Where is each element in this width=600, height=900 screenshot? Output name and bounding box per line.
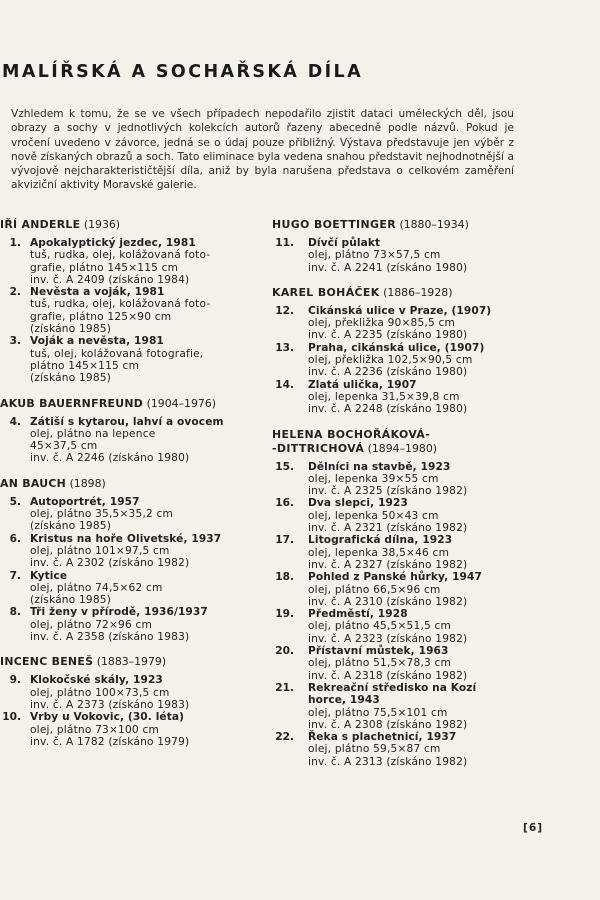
work-detail: inv. č. A 2358 (získáno 1983) (30, 631, 190, 644)
artist-name: AKUB BAUERNFREUND (0, 396, 144, 410)
page-number: [6] (523, 822, 544, 834)
work-number: 5. (9, 495, 21, 508)
work-detail: olej, lepenka 38,5×46 cm (308, 546, 450, 559)
work-entry (272, 342, 500, 379)
work-entry (0, 496, 262, 533)
work-title: Autoportrét, 1957 (30, 495, 140, 508)
work-title: Dělníci na stavbě, 1923 (308, 460, 451, 473)
work-entry (272, 608, 500, 645)
works-list (0, 237, 262, 385)
artist-name: INCENC BENEŠ (0, 655, 94, 669)
work-entry (0, 237, 262, 286)
work-detail: inv. č. A 2308 (získáno 1982) (308, 718, 468, 731)
work-entry (272, 534, 500, 571)
work-detail: 45×37,5 cm (30, 440, 98, 453)
work-number: 12. (275, 304, 294, 317)
work-detail: grafie, plátno 125×90 cm (30, 310, 172, 323)
work-entry (0, 533, 262, 570)
work-detail: olej, plátno 75,5×101 cm (308, 706, 448, 719)
artist-heading (272, 286, 500, 300)
artist-name: AN BAUCH (0, 476, 67, 490)
work-detail: olej, plátno 73×100 cm (30, 723, 159, 736)
work-detail: olej, překližka 90×85,5 cm (308, 317, 456, 330)
work-detail: tuš, rudka, olej, kolážovaná foto- (30, 249, 211, 262)
work-title: Dva slepci, 1923 (308, 497, 408, 510)
works-list (0, 496, 262, 644)
work-detail: (získáno 1985) (30, 323, 112, 336)
work-detail: olej, plátno 73×57,5 cm (308, 249, 441, 262)
work-detail: olej, plátno 101×97,5 cm (30, 544, 170, 557)
artist-heading (0, 655, 262, 669)
work-entry (272, 237, 500, 274)
work-title: Zátiší s kytarou, lahví a ovocem (30, 415, 224, 428)
work-entry (0, 570, 262, 607)
artist-section (272, 286, 500, 416)
work-detail: inv. č. A 2321 (získáno 1982) (308, 522, 468, 535)
work-number: 1. (9, 237, 21, 249)
artist-dates: (1936) (83, 218, 121, 231)
work-entry (0, 286, 262, 335)
work-entry (0, 416, 262, 465)
work-detail: olej, plátno 45,5×51,5 cm (308, 620, 452, 633)
artist-dates: (1880–1934) (399, 218, 469, 231)
artist-heading (0, 397, 262, 411)
work-detail: inv. č. A 2235 (získáno 1980) (308, 329, 468, 342)
work-detail: (získáno 1985) (30, 594, 112, 607)
work-number: 14. (275, 378, 294, 391)
work-number: 10. (2, 711, 21, 724)
intro-paragraph: Vzhledem k tomu, že se ve všech případech nepodařilo zjistit dataci uměleckých děl, jsou obrazy a sochy v jednotlivých kolekcích autorů řazeny abecedně podle názvů. Pokud je vročení uvedeno v závorce, jedná se o údaj pouze přibližný. Výstava představuje jen výběr z nově získaných obrazů a soch. Tato eliminace byla vedena snahou představit nejhodnotnější a vývojově nejcharakterističtější díla, aniž by byla narušena představa o celkovém zaměření akviziční aktivity Moravské galerie. (11, 108, 514, 192)
work-number: 19. (275, 608, 294, 621)
work-detail: inv. č. A 2327 (získáno 1982) (308, 558, 468, 571)
work-entry (272, 645, 500, 682)
work-detail: inv. č. A 2246 (získáno 1980) (30, 452, 190, 465)
artist-name: HUGO BOETTINGER (272, 218, 396, 231)
work-title: Přístavní můstek, 1963 (308, 645, 449, 658)
work-entry (0, 674, 262, 711)
work-title: Klokočské skály, 1923 (30, 674, 163, 687)
work-title: Praha, cikánská ulice, (1907) (308, 341, 485, 354)
right-column (272, 218, 500, 780)
works-list (272, 461, 500, 768)
artist-section (272, 428, 500, 768)
works-list (0, 416, 262, 465)
work-detail: (získáno 1985) (30, 372, 112, 385)
work-title: Apokalyptický jezdec, 1981 (30, 237, 196, 249)
artist-heading (272, 218, 500, 232)
work-title: Rekreační středisko na Kozí horce, 1943 (308, 681, 477, 707)
work-detail: inv. č. A 2236 (získáno 1980) (308, 366, 468, 379)
work-title: Dívčí půlakt (308, 237, 381, 249)
work-detail: inv. č. A 2325 (získáno 1982) (308, 485, 468, 498)
work-detail: (získáno 1985) (30, 520, 112, 533)
artist-dates: (1904–1976) (146, 396, 216, 410)
work-detail: olej, plátno 74,5×62 cm (30, 581, 163, 594)
work-detail: olej, lepenka 50×43 cm (308, 509, 439, 522)
work-number: 3. (9, 335, 21, 348)
work-title: Voják a nevěsta, 1981 (30, 335, 164, 348)
works-list (0, 674, 262, 748)
artist-section (272, 218, 500, 274)
work-detail: inv. č. A 2302 (získáno 1982) (30, 557, 190, 570)
work-detail: olej, plátno 72×96 cm (30, 618, 153, 631)
work-detail: olej, lepenka 39×55 cm (308, 472, 439, 485)
work-number: 13. (275, 341, 294, 354)
work-title: Nevěsta a voják, 1981 (30, 286, 165, 299)
work-entry (0, 335, 262, 384)
work-number: 18. (275, 571, 294, 584)
work-number: 2. (9, 286, 21, 299)
artist-section (0, 218, 262, 385)
work-title: Litografická dílna, 1923 (308, 534, 453, 547)
work-detail: tuš, olej, kolážovaná fotografie, (30, 347, 204, 360)
artist-dates: (1883–1979) (96, 655, 167, 669)
work-detail: olej, plátno 100×73,5 cm (30, 686, 170, 699)
artist-name: KAREL BOHÁČEK (272, 285, 380, 299)
work-detail: grafie, plátno 145×115 cm (30, 261, 179, 274)
work-number: 11. (275, 237, 294, 249)
work-title: Řeka s plachetnicí, 1937 (308, 731, 457, 744)
work-number: 22. (275, 731, 294, 744)
work-detail: olej, plátno 66,5×96 cm (308, 583, 441, 596)
works-list (272, 305, 500, 416)
work-title: Cikánská ulice v Praze, (1907) (308, 304, 492, 317)
work-entry (0, 711, 262, 748)
work-entry (272, 731, 500, 768)
work-entry (272, 571, 500, 608)
work-entry (272, 305, 500, 342)
work-detail: inv. č. A 2248 (získáno 1980) (308, 403, 468, 416)
artist-section (0, 477, 262, 644)
work-number: 4. (9, 415, 21, 428)
work-detail: olej, plátno 59,5×87 cm (308, 743, 441, 756)
work-entry (272, 682, 500, 731)
artist-heading (0, 218, 262, 232)
work-number: 8. (9, 606, 21, 619)
artist-dates: (1894–1980) (367, 441, 437, 455)
work-number: 7. (9, 569, 21, 582)
work-detail: inv. č. A 2241 (získáno 1980) (308, 261, 468, 274)
page-heading: MALÍŘSKÁ A SOCHAŘSKÁ DÍLA (2, 62, 364, 82)
work-detail: inv. č. A 2313 (získáno 1982) (308, 755, 468, 768)
work-detail: inv. č. A 2318 (získáno 1982) (308, 669, 468, 682)
work-title: Vrby u Vokovic, (30. léta) (30, 711, 185, 724)
work-entry (272, 497, 500, 534)
left-column (0, 218, 262, 760)
artist-name: -DITTRICHOVÁ (272, 441, 365, 455)
work-entry (272, 379, 500, 416)
artist-heading (0, 477, 262, 491)
work-title: Pohled z Panské hůrky, 1947 (308, 571, 482, 584)
work-detail: tuš, rudka, olej, kolážovaná foto- (30, 298, 211, 311)
work-title: Tři ženy v přírodě, 1936/1937 (30, 606, 208, 619)
artist-dates: (1886–1928) (383, 285, 453, 299)
artist-name: IŘÍ ANDERLE (0, 218, 81, 231)
work-detail: plátno 145×115 cm (30, 359, 140, 372)
work-number: 17. (275, 534, 294, 547)
artist-name: HELENA BOCHOŘÁKOVÁ- (272, 427, 431, 441)
work-number: 15. (275, 460, 294, 473)
artist-heading (272, 428, 500, 456)
works-list (272, 237, 500, 274)
work-entry (272, 461, 500, 498)
work-detail: olej, lepenka 31,5×39,8 cm (308, 390, 460, 403)
work-number: 6. (9, 532, 21, 545)
artist-dates: (1898) (69, 476, 106, 490)
work-detail: inv. č. A 2323 (získáno 1982) (308, 632, 468, 645)
work-title: Předměstí, 1928 (308, 608, 408, 621)
work-entry (0, 606, 262, 643)
work-number: 9. (9, 674, 21, 687)
work-title: Kristus na hoře Olivetské, 1937 (30, 532, 222, 545)
work-detail: olej, plátno 35,5×35,2 cm (30, 508, 174, 521)
work-detail: olej, plátno na lepence (30, 427, 156, 440)
work-number: 20. (275, 645, 294, 658)
work-detail: inv. č. A 2409 (získáno 1984) (30, 273, 190, 286)
work-detail: inv. č. A 2310 (získáno 1982) (308, 595, 468, 608)
work-detail: inv. č. A 2373 (získáno 1983) (30, 698, 190, 711)
work-number: 16. (275, 497, 294, 510)
work-title: Kytice (30, 569, 68, 582)
work-number: 21. (275, 681, 294, 694)
work-detail: olej, překližka 102,5×90,5 cm (308, 354, 473, 367)
work-detail: inv. č. A 1782 (získáno 1979) (30, 735, 190, 748)
artist-section (0, 655, 262, 748)
work-detail: olej, plátno 51,5×78,3 cm (308, 657, 452, 670)
work-title: Zlatá ulička, 1907 (308, 378, 417, 391)
artist-section (0, 397, 262, 465)
